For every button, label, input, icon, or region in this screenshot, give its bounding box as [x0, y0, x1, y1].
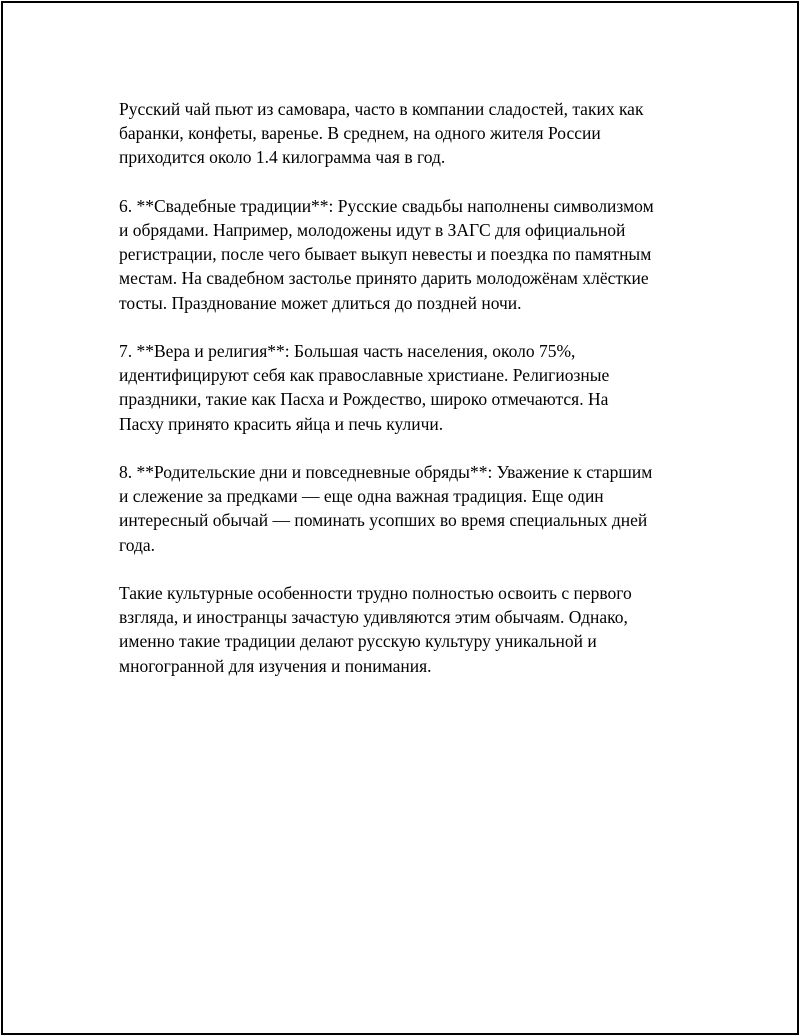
text-line: и обрядами. Например, молодожены идут в ЗАГС для официальной: [119, 220, 626, 240]
text-line: интересный обычай — поминать усопших во время специальных дней: [119, 510, 648, 531]
text-line: 6. **Свадебные традиции**: Русские свадьбы наполнены символизмом: [119, 195, 654, 216]
text-line: местам. На свадебном застолье принято дарить молодожёнам хлёсткие: [119, 268, 649, 289]
text-line: взгляда, и иностранцы зачастую удивляются этим обычаям. Однако,: [119, 607, 628, 628]
text-line: баранки, конфеты, варенье. В среднем, на одного жителя России: [119, 123, 601, 144]
document-page: [1, 1, 799, 1035]
paragraph-faith-religion: [119, 339, 687, 436]
text-line: Пасху принято красить яйца и печь куличи.: [119, 413, 444, 434]
text-line: Такие культурные особенности трудно полностью освоить с первого: [119, 583, 632, 603]
document-body: [119, 97, 687, 702]
text-line: приходится около 1.4 килограмма чая в год.: [119, 147, 446, 168]
paragraph-wedding-traditions: [119, 194, 687, 315]
text-line: 8. **Родительские дни и повседневные обряды**: Уважение к старшим: [119, 462, 653, 482]
paragraph-conclusion: [119, 581, 687, 678]
text-line: регистрации, после чего бывает выкуп невесты и поездка по памятным: [119, 244, 652, 265]
text-line: Русский чай пьют из самовара, часто в компании сладостей, таких как: [119, 99, 644, 119]
text-line: многогранной для изучения и понимания.: [119, 655, 432, 676]
text-line: именно такие традиции делают русскую культуру уникальной и: [119, 631, 597, 652]
paragraph-tea: [119, 97, 687, 170]
text-line: 7. **Вера и религия**: Большая часть населения, около 75%,: [119, 341, 576, 361]
text-line: тосты. Празднование может длиться до поздней ночи.: [119, 292, 522, 313]
paragraph-parental-days: [119, 460, 687, 557]
text-line: и слежение за предками — еще одна важная традиция. Еще один: [119, 486, 604, 507]
text-line: праздники, такие как Пасха и Рождество, широко отмечаются. На: [119, 389, 609, 410]
text-line: года.: [119, 534, 156, 555]
text-line: идентифицируют себя как православные христиане. Религиозные: [119, 365, 610, 386]
